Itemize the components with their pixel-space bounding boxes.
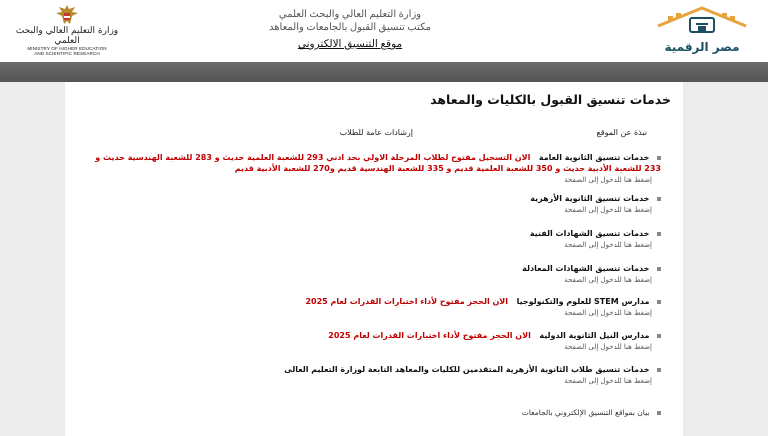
service-item-technical-certificates (81, 228, 661, 251)
student-guidance-link[interactable]: إرشادات عامة للطلاب (339, 128, 413, 137)
service-note: الان التسجيل مفتوح لطلاب المرحلة الاولي بحد ادني 293 للشعبة العلمية حديث و 283 للشعبة الهندسية حديث و 233 للشعبة الأدبية حديث و 350 للشعبة العلمية قديم و 335 للشعبة الهندسية قديم و270 للشعبة الأدبية قديم (95, 153, 661, 173)
service-enter-link[interactable]: إضغط هنا للدخول إلى الصفحة (564, 276, 652, 284)
portal-link[interactable] (81, 407, 661, 418)
service-item-equivalent-certificates (81, 263, 661, 286)
digital-egypt-logo[interactable] (654, 4, 750, 58)
page-title: خدمات تنسيق القبول بالكليات والمعاهد (430, 92, 671, 107)
digital-egypt-emblem-icon (654, 4, 750, 38)
service-name: خدمات تنسيق الشهادات الفنية (529, 229, 650, 238)
service-name: خدمات تنسيق طلاب الثانوية الأزهرية المتقدمين للكليات والمعاهد التابعة لوزارة التعليم العالى (284, 365, 650, 374)
about-site-link[interactable]: نبذة عن الموقع (596, 128, 647, 137)
header-ministry-name: وزارة التعليم العالي والبحث العلمي (278, 9, 422, 20)
service-link[interactable] (81, 364, 661, 375)
bullet-icon (657, 411, 661, 415)
service-link[interactable] (81, 263, 661, 274)
ministry-logo-en-2: AND SCIENTIFIC RESEARCH (34, 51, 100, 56)
service-note: الان الحجز مفتوح لأداء اختبارات القدرات لعام 2025 (328, 331, 531, 340)
service-name: خدمات تنسيق الثانوية الأزهرية (530, 194, 650, 203)
bullet-icon (657, 197, 661, 201)
service-link[interactable] (81, 152, 661, 174)
bullet-icon (657, 156, 661, 160)
header-site-name[interactable]: موقع التنسيق الالكتروني (297, 39, 403, 50)
header-titles (250, 8, 450, 52)
service-note: الان الحجز مفتوح لأداء اختبارات القدرات لعام 2025 (305, 297, 509, 306)
bullet-icon (657, 267, 661, 271)
header-office-name: مكتب تنسيق القبول بالجامعات والمعاهد (269, 22, 431, 33)
portal-link-text: بيان بمواقع التنسيق الإلكتروني بالجامعات (521, 408, 650, 417)
service-link[interactable] (81, 330, 661, 341)
service-name: مدارس النيل الثانوية الدولية (539, 331, 650, 340)
service-link[interactable] (81, 228, 661, 239)
service-item-stem-schools (81, 296, 661, 319)
service-name: خدمات تنسيق الشهادات المعادلة (522, 264, 650, 273)
service-enter-link[interactable]: إضغط هنا للدخول إلى الصفحة (564, 343, 652, 351)
ministry-logo-en-1: MINISTRY OF HIGHER EDUCATION (27, 46, 107, 51)
service-item-general-secondary (81, 152, 661, 186)
bullet-icon (657, 300, 661, 304)
main-content (65, 82, 683, 436)
service-enter-link[interactable]: إضغط هنا للدخول إلى الصفحة (564, 176, 652, 184)
egypt-eagle-icon (54, 4, 80, 26)
bullet-icon (657, 232, 661, 236)
bullet-icon (657, 368, 661, 372)
service-link[interactable] (81, 296, 661, 307)
service-enter-link[interactable]: إضغط هنا للدخول إلى الصفحة (564, 241, 652, 249)
header-band (0, 62, 768, 82)
ministry-logo-ar: وزارة التعليم العالي والبحث العلمي (15, 26, 119, 46)
service-item-azhar-higher-ed (81, 364, 661, 387)
portal-list-item (81, 407, 661, 418)
ministry-logo[interactable] (12, 4, 122, 60)
service-enter-link[interactable]: إضغط هنا للدخول إلى الصفحة (564, 377, 652, 385)
service-link[interactable] (81, 193, 661, 204)
service-item-nile-schools (81, 330, 661, 353)
service-name: خدمات تنسيق الثانوية العامة (538, 153, 650, 162)
bullet-icon (657, 334, 661, 338)
service-name: مدارس STEM للعلوم والتكنولوجيا (516, 297, 650, 306)
digital-egypt-logo-text: مصر الرقمية (664, 40, 740, 54)
service-enter-link[interactable]: إضغط هنا للدخول إلى الصفحة (564, 309, 652, 317)
site-header (0, 0, 768, 62)
service-enter-link[interactable]: إضغط هنا للدخول إلى الصفحة (564, 206, 652, 214)
service-item-azhar-secondary (81, 193, 661, 216)
